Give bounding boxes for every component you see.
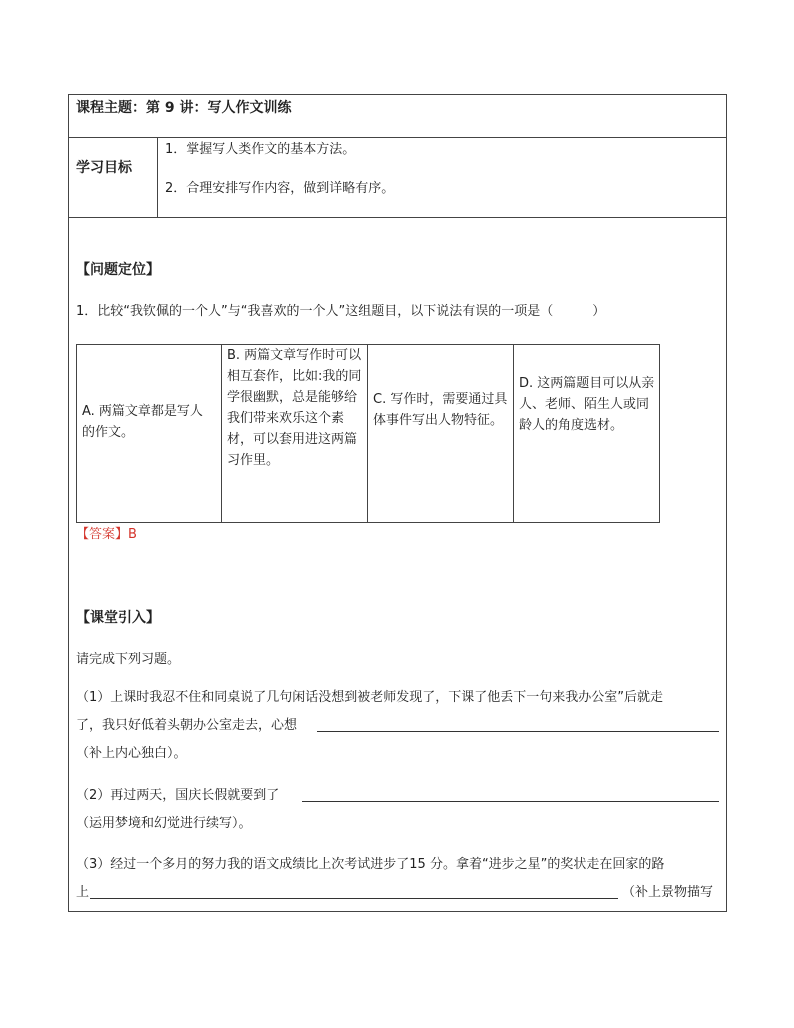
- table-column-divider: [367, 344, 368, 523]
- exercise-2-line: （运用梦境和幻觉进行续写）。: [76, 816, 252, 831]
- answer-value: B: [128, 527, 137, 542]
- exercise-3-line-end: （补上景物描写: [622, 885, 714, 900]
- title-divider: [68, 137, 727, 138]
- answer-label: [76, 527, 137, 543]
- option-a: A. 两篇文章都是写人的作文。: [82, 404, 203, 440]
- exercise-2-line: （2）再过两天，国庆长假就要到了: [76, 788, 280, 803]
- section-heading: 【课堂引入】: [76, 610, 160, 626]
- section-heading: 【问题定位】: [76, 262, 160, 278]
- instruction-text: 请完成下列习题。: [76, 652, 181, 667]
- table-column-divider: [221, 344, 222, 523]
- exercise-1-blank[interactable]: [317, 731, 719, 732]
- exercise-1-line: （1）上课时我忍不住和同桌说了几句闲话没想到被老师发现了，下课了他丢下一句来我办公室”后就走: [76, 690, 664, 705]
- exercise-1-line: （补上内心独白）。: [76, 746, 187, 761]
- question-text: 1．比较“我钦佩的一个人”与“我喜欢的一个人”这组题目，以下说法有误的一项是（ ）: [76, 304, 606, 319]
- exercise-3-line: （3）经过一个多月的努力我的语文成绩比上次考试进步了15 分。拿着“进步之星”的奖状走在回家的路: [76, 857, 665, 872]
- option-b: B. 两篇文章写作时可以相互套作，比如:我的同学很幽默，总是能够给我们带来欢乐这个素材，可以套用进这两篇习作里。: [227, 348, 362, 468]
- goal-item: 2．合理安排写作内容，做到详略有序。: [165, 181, 395, 196]
- exercise-2-blank[interactable]: [302, 801, 719, 802]
- course-title: 课程主题：第 9 讲：写人作文训练: [76, 100, 292, 116]
- option-d: D. 这两篇题目可以从亲人、老师、陌生人或同龄人的角度选材。: [519, 376, 655, 433]
- goals-label: 学习目标: [76, 160, 132, 176]
- option-c: C. 写作时，需要通过具体事件写出人物特征。: [373, 392, 508, 428]
- exercise-3-line-start: 上: [76, 885, 90, 900]
- goal-item: 1．掌握写人类作文的基本方法。: [165, 142, 356, 157]
- table-column-divider: [513, 344, 514, 523]
- exercise-3-blank[interactable]: [90, 898, 618, 899]
- goals-column-divider: [157, 137, 158, 217]
- exercise-1-line: 了，我只好低着头朝办公室走去，心想: [76, 718, 298, 733]
- goals-divider: [68, 217, 727, 218]
- answer-label-text: 【答案】: [76, 527, 129, 542]
